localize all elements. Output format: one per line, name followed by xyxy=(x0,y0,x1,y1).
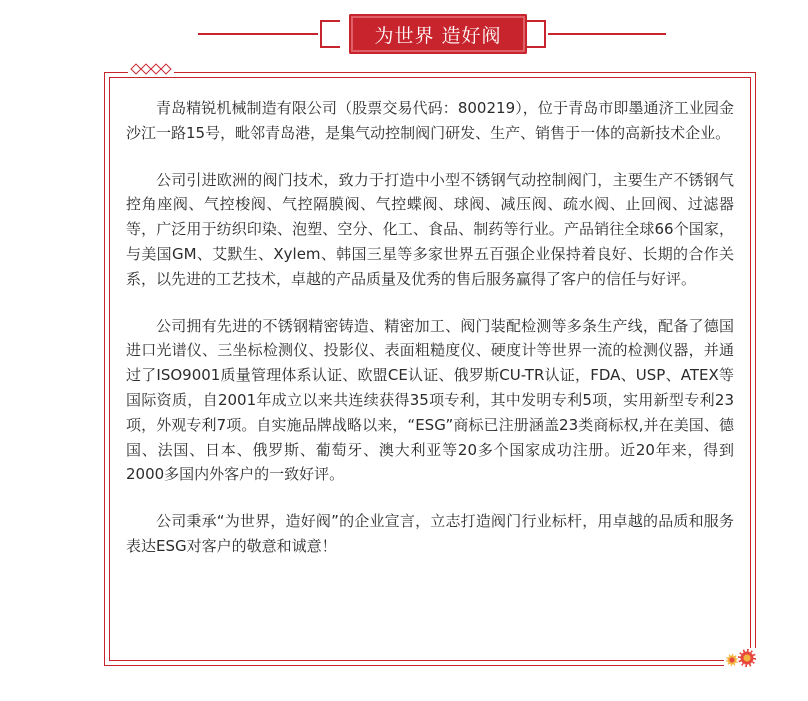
header-rule-left xyxy=(198,33,318,35)
intro-paragraph-3: 公司拥有先进的不锈钢精密铸造、精密加工、阀门装配检测等多条生产线，配备了德国进口光谱仪、三坐标检测仪、投影仪、表面粗糙度仪、硬度计等世界一流的检测仪器，并通过了ISO9001质量管理体系认证、欧盟CE认证、俄罗斯CU-TR认证，FDA、USP、ATEX等国际资质，自2001年成立以来共连续获得35项专利，其中发明专利5项，实用新型专利23项，外观专利7项。自实施品牌战略以来，“ESG”商标已注册涵盖23类商标权,并在美国、德国、法国、日本、俄罗斯、葡萄牙、澳大利亚等20多个国家成功注册。近20年来，得到2000多国内外客户的一致好评。 xyxy=(126,316,734,484)
header-rule-right xyxy=(548,33,666,35)
flower-ornament-icon xyxy=(724,648,764,670)
intro-paragraph-1: 青岛精锐机械制造有限公司（股票交易代码：800219），位于青岛市即墨通济工业园金沙江一路15号，毗邻青岛港，是集气动控制阀门研发、生产、销售于一体的高新技术企业。 xyxy=(126,99,734,142)
big-flower-icon xyxy=(738,649,756,667)
header-bracket-right xyxy=(526,20,546,48)
header-bracket-left xyxy=(320,20,340,48)
small-flower-icon xyxy=(726,654,738,666)
intro-paragraph-4: 公司秉承“为世界，造好阀”的企业宣言，立志打造阀门行业标杆，用卓越的品质和服务表达ESG对客户的敬意和诚意！ xyxy=(126,512,734,555)
diamond-chain-icon xyxy=(128,62,174,76)
intro-paragraph-2: 公司引进欧洲的阀门技术，致力于打造中小型不锈钢气动控制阀门，主要生产不锈钢气控角座阀、气控梭阀、气控隔膜阀、气控蝶阀、球阀、减压阀、疏水阀、止回阀、过滤器等，广泛用于纺织印染、泡塑、空分、化工、食品、制药等行业。产品销往全球66个国家，与美国GM、艾默生、Xylem、韩国三星等多家世界五百强企业保持着良好、长期的合作关系，以先进的工艺技术，卓越的产品质量及优秀的售后服务赢得了客户的信任与好评。 xyxy=(126,170,734,288)
slogan-badge: 为世界 造好阀 xyxy=(349,14,527,54)
header-banner xyxy=(0,0,808,60)
company-intro xyxy=(126,96,734,581)
